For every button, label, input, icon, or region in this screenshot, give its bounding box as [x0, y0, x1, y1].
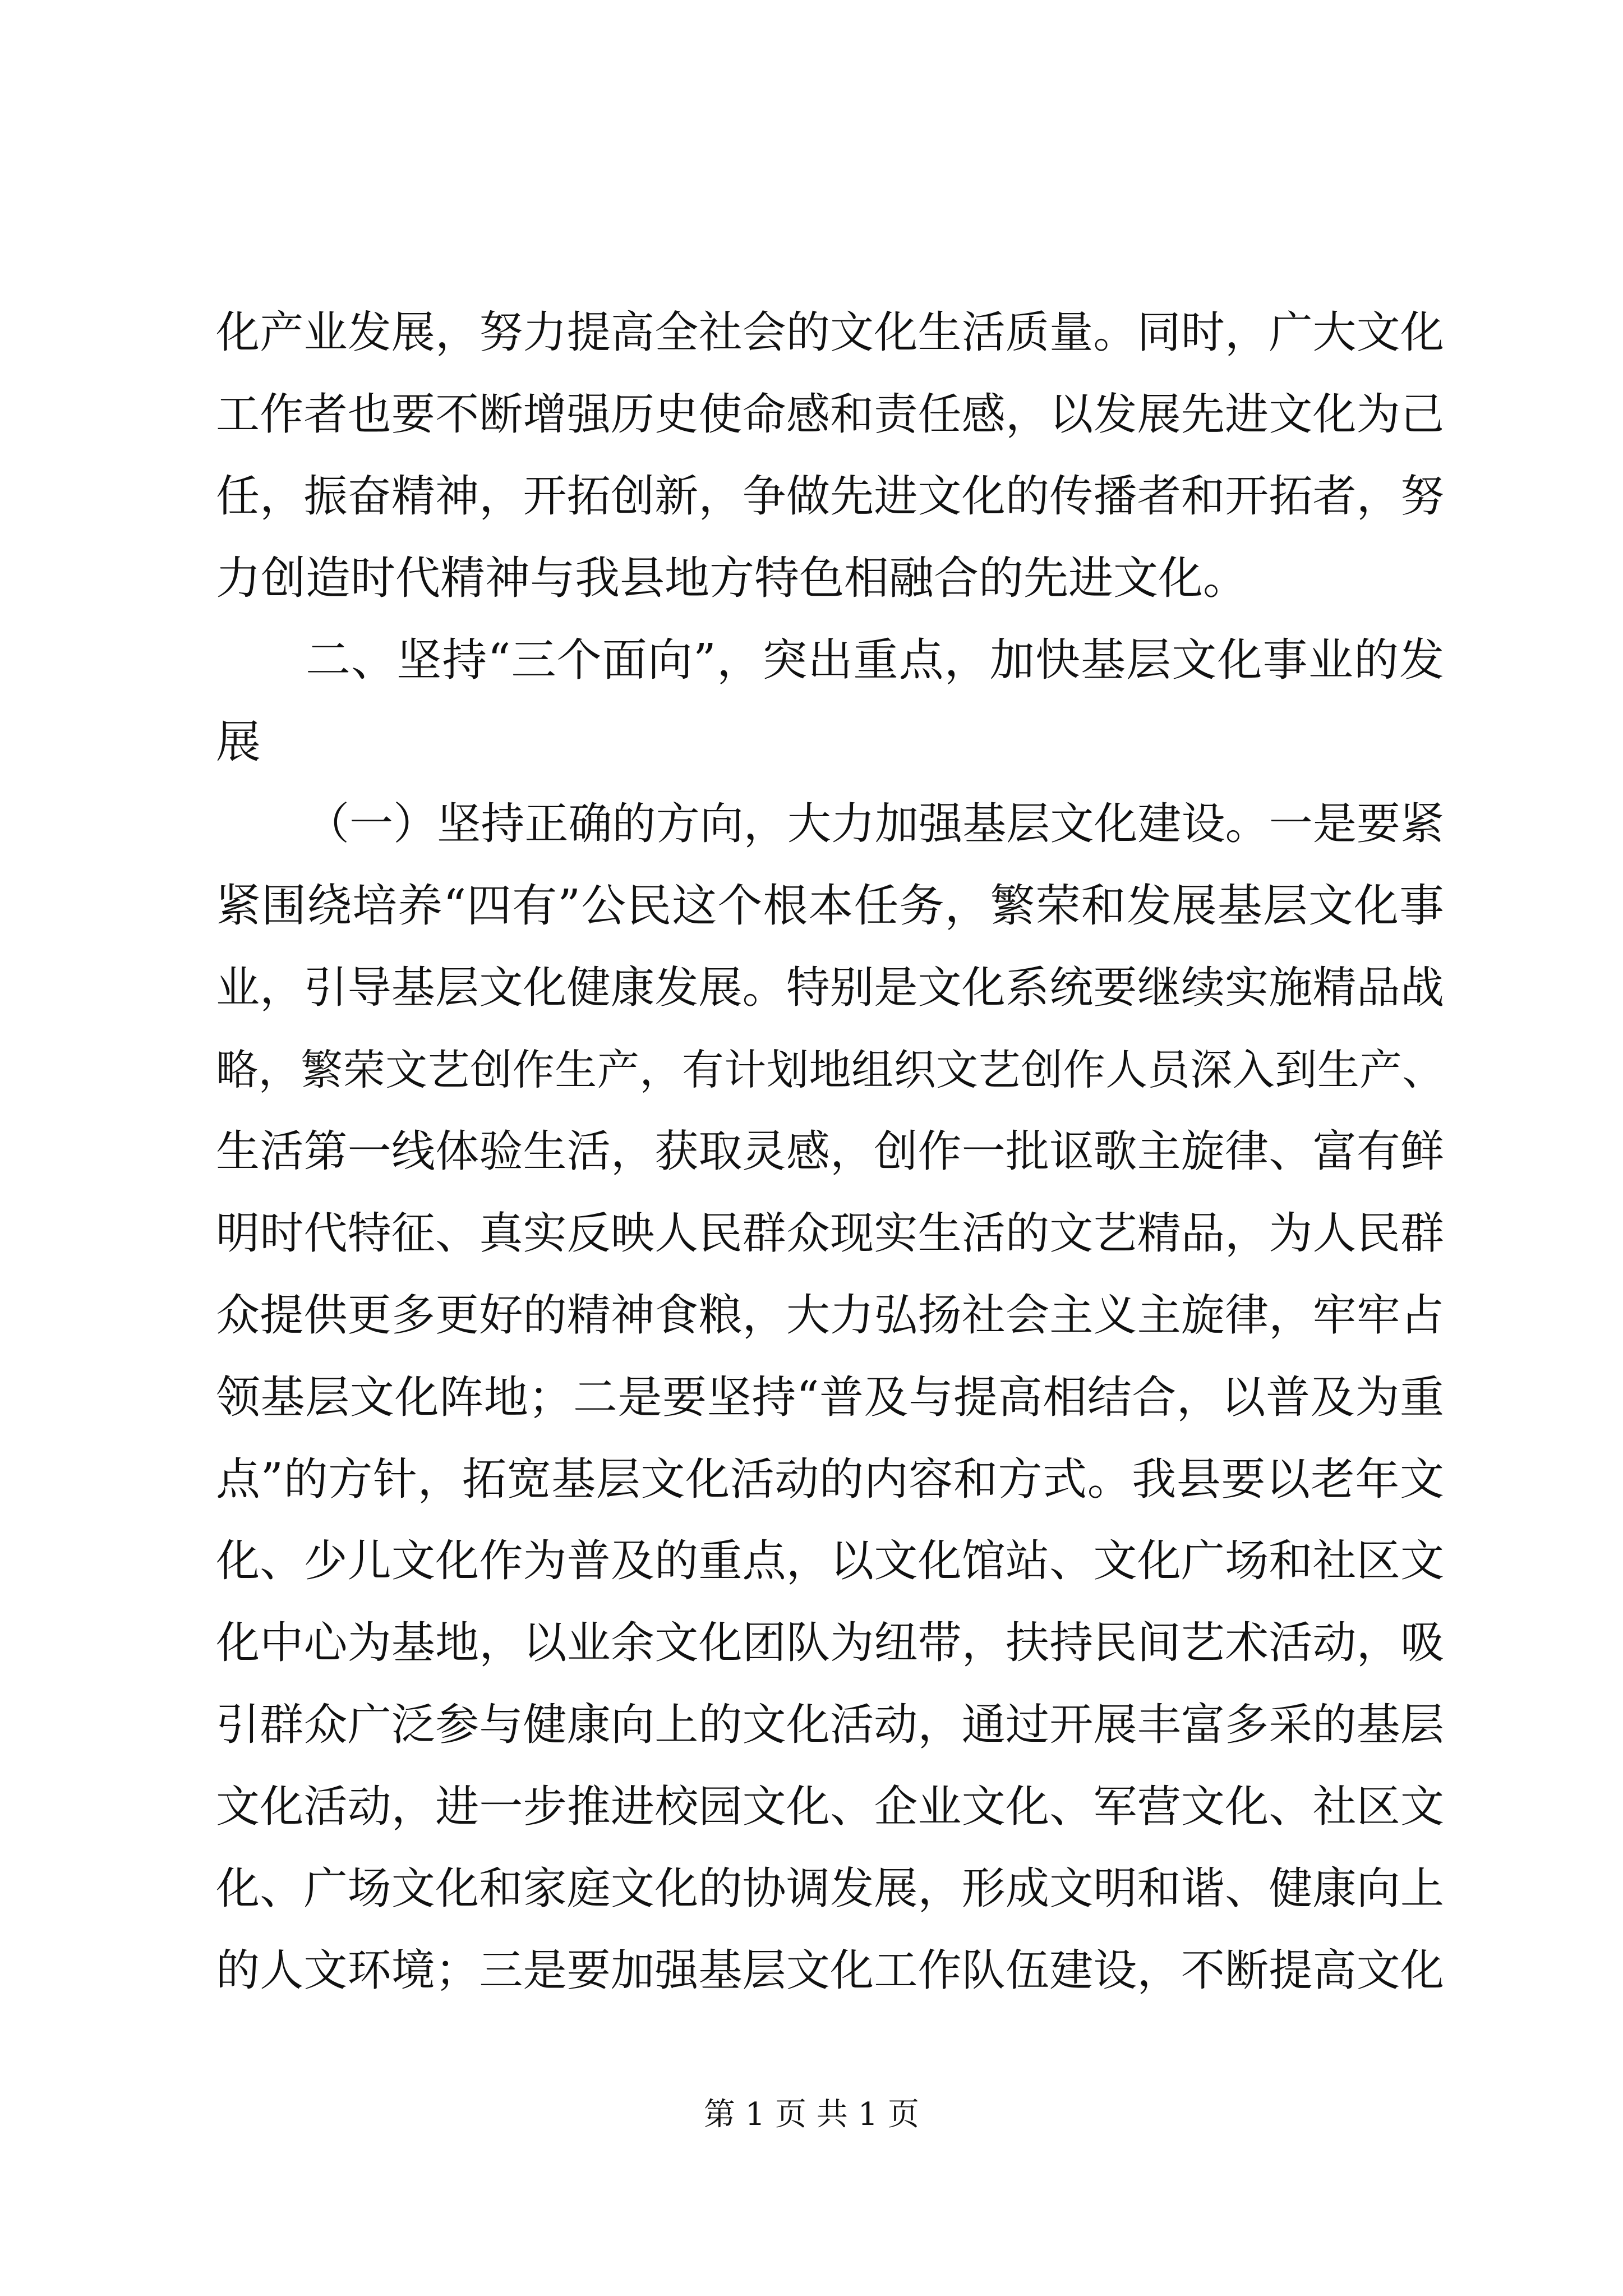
text-line: （一）坚持正确的方向，大力加强基层文化建设。一是要紧 [306, 799, 1444, 849]
section-heading: 二、坚持“三个面向”，突出重点，加快基层文化事业的发 [306, 634, 1444, 686]
text-line: 点”的方针，拓宽基层文化活动的内容和方式。我县要以老年文 [216, 1453, 1444, 1505]
text-line: 化、少儿文化作为普及的重点，以文化馆站、文化广场和社区文 [216, 1536, 1444, 1586]
body-text [216, 292, 1444, 2012]
text-line: 众提供更多更好的精神食粮，大力弘扬社会主义主旋律，牢牢占 [216, 1290, 1444, 1341]
text-line: 略，繁荣文艺创作生产，有计划地组织文艺创作人员深入到生产、 [216, 1045, 1444, 1094]
text-line: 生活第一线体验生活，获取灵感，创作一批讴歌主旋律、富有鲜 [216, 1126, 1444, 1177]
text-line: 化中心为基地，以业余文化团队为纽带，扶持民间艺术活动，吸 [216, 1618, 1444, 1668]
text-line: 工作者也要不断增强历史使命感和责任感，以发展先进文化为己 [216, 389, 1444, 440]
section-heading: 展 [216, 716, 261, 768]
text-line: 紧围绕培养“四有”公民这个根本任务，繁荣和发展基层文化事 [216, 880, 1444, 932]
text-line: 领基层文化阵地；二是要坚持“普及与提高相结合，以普及为重 [216, 1372, 1444, 1423]
text-line: 业，引导基层文化健康发展。特别是文化系统要继续实施精品战 [216, 963, 1444, 1013]
text-line: 任，振奋精神，开拓创新，争做先进文化的传播者和开拓者，努 [216, 471, 1444, 522]
text-line: 化、广场文化和家庭文化的协调发展，形成文明和谐、健康向上 [216, 1864, 1444, 1914]
text-line: 引群众广泛参与健康向上的文化活动，通过开展丰富多采的基层 [216, 1700, 1444, 1750]
text-line: 文化活动，进一步推进校园文化、企业文化、军营文化、社区文 [216, 1782, 1444, 1832]
text-line: 明时代特征、真实反映人民群众现实生活的文艺精品，为人民群 [216, 1208, 1444, 1259]
text-line: 化产业发展，努力提高全社会的文化生活质量。同时，广大文化 [216, 307, 1444, 358]
page-number-footer: 第 1 页 共 1 页 [703, 2096, 920, 2133]
text-line: 力创造时代精神与我县地方特色相融合的先进文化。 [216, 552, 1248, 604]
text-line: 的人文环境；三是要加强基层文化工作队伍建设，不断提高文化 [216, 1945, 1444, 1996]
